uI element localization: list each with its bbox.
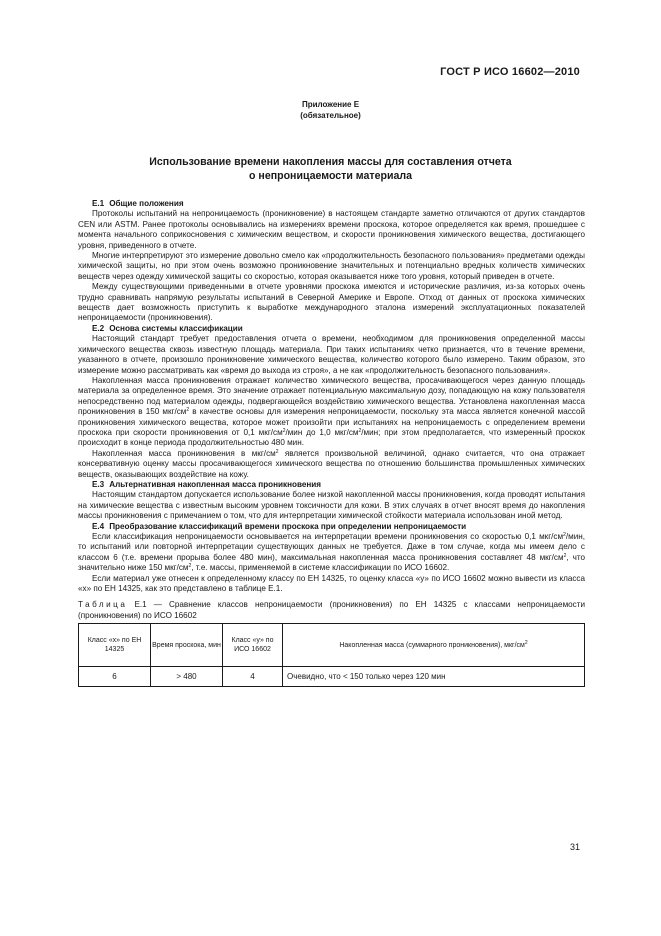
text-run: , т.е. массы, применяемой в системе классификации по ИСО 16602. xyxy=(191,563,450,573)
table-row xyxy=(79,667,585,687)
annex-status: (обязательное) xyxy=(300,110,361,120)
text-run: /мин до 1,0 мкг/см xyxy=(285,427,359,437)
section-heading-e4 xyxy=(78,522,585,532)
section-title: Альтернативная накопленная масса проникновения xyxy=(109,479,322,489)
column-header: Класс «у» по ИСО 16602 xyxy=(223,624,283,667)
title-line-2: о непроницаемости материала xyxy=(249,169,412,182)
table-cell: > 480 xyxy=(151,667,223,687)
table-header-row xyxy=(79,624,585,667)
section-number: E.1 xyxy=(92,199,105,208)
paragraph: Многие интерпретируют это измерение довольно смело как «продолжительность безопасного пользования» предметами одежды химической защиты, но при этом очень возможно проникновение значительных и потенциально вредных количеств химических веществ через одежду химической защиты со скоростью, которая оказывается ниже того уровня, который приведен в отчете. xyxy=(78,251,585,281)
text-run: Накопленная масса проникновения в мкг/см xyxy=(92,448,276,458)
superscript: 2 xyxy=(186,407,190,414)
caption-text: E.1 — Сравнение классов непроницаемости (проникновения) по ЕН 14325 с классами непроницаемости (проникновения) по ИСО 16602 xyxy=(78,600,585,620)
page-title xyxy=(0,156,661,183)
annex-heading xyxy=(0,100,661,121)
header-text: Накопленная масса (суммарного проникновения), мкг/см xyxy=(339,641,525,649)
superscript: 2 xyxy=(524,639,528,646)
page-number: 31 xyxy=(569,842,580,852)
superscript: 2 xyxy=(188,563,192,570)
section-number: E.3 xyxy=(92,479,105,489)
section-heading-e3 xyxy=(78,480,585,490)
text-run: в качестве основы для измерения непроницаемости, поскольку эта масса является конечной массой проникновения химического вещества, которое может произойти при испытаниях на непроницаемость с определением времени проскока при скорости проникновения от 0,1 мкг/см xyxy=(78,407,586,437)
table-cell: Очевидно, что < 150 только через 120 мин xyxy=(283,667,585,687)
superscript: 2 xyxy=(275,448,279,455)
column-header: Класс «х» по ЕН 14325 xyxy=(79,624,151,667)
section-title: Основа системы классификации xyxy=(109,323,243,333)
table-cell: 6 xyxy=(79,667,151,687)
paragraph: Настоящий стандарт требует предоставления отчета о времени, необходимом для проникновения определенной массы химического вещества сквозь известную площадь материала. При таких испытаниях четко признается, что в течение времени, указанного в отчете, произошло проникновение химического вещества, количество которого было измерено. Таким образом, это измерение можно рассматривать как «время до выхода из строя», а не как «продолжительность безопасного пользования». xyxy=(78,334,585,375)
text-run: /мин; при этом предполагается, что измеренный проскок происходит в конце периода продолжительностью 480 мин. xyxy=(78,427,585,448)
text-run: Если классификация непроницаемости основывается на интерпретации времени проникновения со скоростью 0,1 мкг/см xyxy=(92,532,564,541)
section-heading-e1 xyxy=(78,199,585,209)
superscript: 2 xyxy=(282,427,286,434)
paragraph xyxy=(78,532,585,574)
paragraph: Настоящим стандартом допускается использование более низкой накопленной массы проникновения, когда проводят испытания на химические вещества с известным высоким уровнем токсичности для кожи. В этих случаях в отчет вносят время до накопления массы проникновения с примечанием о том, что для интерпретации химической стойкости материала использован иной метод. xyxy=(78,490,585,521)
text-run: является произвольной величиной, однако считается, что она отражает консервативную оценку массы просачивающегося химического вещества по отношению большинства промышленных химических веществ, оказывающих воздействие на кожу. xyxy=(78,448,585,479)
superscript: 2 xyxy=(358,427,362,434)
paragraph xyxy=(78,376,585,449)
comparison-table xyxy=(78,623,585,687)
caption-label: Таблица xyxy=(78,600,128,610)
section-number: E.4 xyxy=(92,521,105,531)
column-header xyxy=(283,624,585,667)
section-number: E.2 xyxy=(92,323,105,333)
table-caption xyxy=(78,600,585,621)
section-heading-e2 xyxy=(78,324,585,334)
annex-title: Приложение E xyxy=(301,100,360,109)
paragraph: Протоколы испытаний на непроницаемость (проникновение) в настоящем стандарте заметно отличаются от других стандартов CEN или ASTM. Ранее протоколы основывались на измерениях времени проскока, которое определяется как время, прошедшее с момента начального соприкосновения с химическим веществом, и скорости проникновения химического вещества, достигающего уровня, приведенного в отчете. xyxy=(78,209,585,250)
text-run: /мин, то испытаний или повторной интерпретации существующих данных не требуется. Даже в том случае, когда мы имеем дело с классом 6 (т.е. времени прорыва более 480 мин), максимальная накопленная масса проникновения составляет 48 мкг/см xyxy=(78,532,585,562)
document-body xyxy=(78,199,585,687)
standard-header: ГОСТ Р ИСО 16602—2010 xyxy=(440,66,580,78)
column-header: Время проскока, мин xyxy=(151,624,223,667)
superscript: 2 xyxy=(563,532,566,538)
text-run: Накопленная масса проникновения отражает количество химического вещества, просачивающегося через данную площадь материала за определенное время. Это значение отражает потенциальную максимальную дозу, попадающую на кожу пользователя непосредственно под материалом одежды, подвергающейся воздействию химического вещества. Установлена накопленная масса проникновения в 150 мкг/см xyxy=(78,375,585,417)
text-run: , что значительно ниже 150 мкг/см xyxy=(78,552,585,573)
section-title: Преобразование классификаций времени проскока при определении непроницаемости xyxy=(109,521,467,531)
paragraph xyxy=(78,449,585,480)
title-line-1: Использование времени накопления массы для составления отчета xyxy=(149,156,512,168)
table-cell: 4 xyxy=(223,667,283,687)
paragraph: Между существующими приведенными в отчете уровнями проскока имеются и исторические различия, из-за которых очень трудно сравнивать напрямую результаты испытаний в Северной Америке и Европе. Отход от данных от проскока химических веществ дает возможность приступить к выработке международного эталона измерений эксплуатационных показателей непроницаемости (проникновения). xyxy=(78,282,585,323)
superscript: 2 xyxy=(563,552,567,559)
paragraph: Если материал уже отнесен к определенному классу по ЕН 14325, то оценку класса «у» по ИСО 16602 можно вывести из класса «х» по ЕН 14325, как это представлено в таблице E.1. xyxy=(78,573,585,594)
section-title: Общие положения xyxy=(109,199,184,208)
